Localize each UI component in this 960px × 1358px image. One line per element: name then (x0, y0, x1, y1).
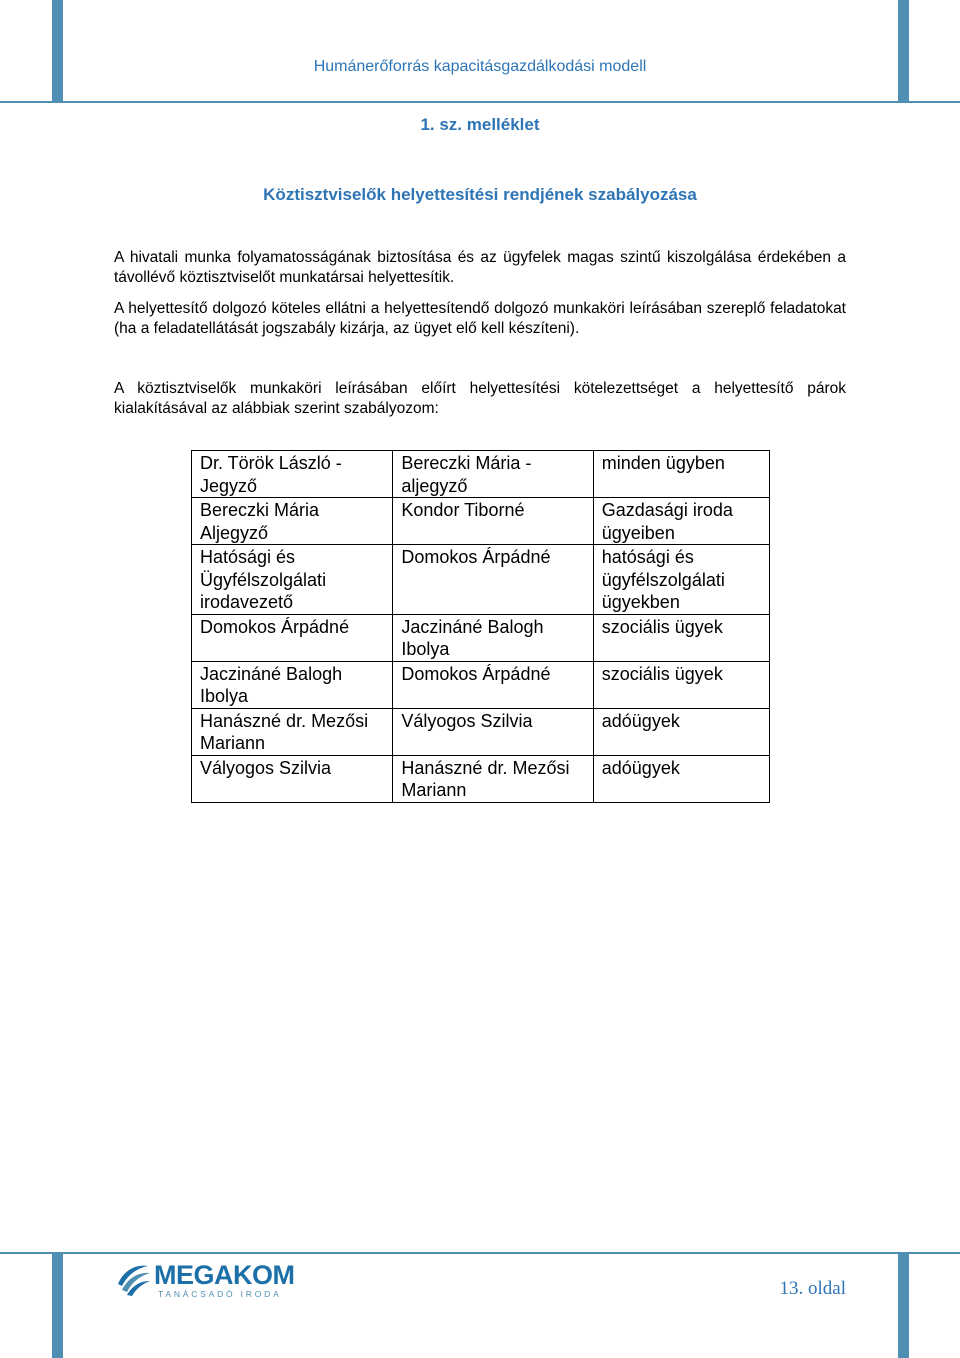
table-row (192, 451, 770, 498)
table-cell-scope: minden ügyben (593, 451, 769, 498)
table-row (192, 755, 770, 802)
header-rule (0, 101, 960, 103)
table-cell-scope: adóügyek (593, 755, 769, 802)
table-cell-employee: Vályogos Szilvia (192, 755, 393, 802)
table-cell-employee: Jaczináné Balogh Ibolya (192, 661, 393, 708)
table-row (192, 614, 770, 661)
megakom-logo-mark-icon (114, 1260, 152, 1298)
table-cell-employee: Hatósági és Ügyfélszolgálati irodavezető (192, 545, 393, 615)
header-right-bar (898, 0, 909, 103)
table-cell-substitute: Domokos Árpádné (393, 545, 593, 615)
page-number: 13. oldal (779, 1278, 846, 1299)
substitution-table (191, 450, 770, 803)
document-title: Köztisztviselők helyettesítési rendjének szabályozása (263, 185, 697, 204)
footer-left-bar (52, 1252, 63, 1358)
table-cell-employee: Domokos Árpádné (192, 614, 393, 661)
table-cell-substitute: Kondor Tiborné (393, 498, 593, 545)
table-cell-scope: szociális ügyek (593, 661, 769, 708)
table-cell-substitute: Jaczináné Balogh Ibolya (393, 614, 593, 661)
paragraph-2: A helyettesítő dolgozó köteles ellátni a helyettesítendő dolgozó munkaköri leírásában szereplő feladatokat (ha a feladatellátását jogszabály kizárja, az ügyet elő kell készíteni). (114, 300, 846, 337)
table-row (192, 545, 770, 615)
header-title: Humánerőforrás kapacitásgazdálkodási modell (313, 58, 647, 75)
footer-right-bar (898, 1252, 909, 1358)
table-cell-scope: adóügyek (593, 708, 769, 755)
annex-label: 1. sz. melléklet (420, 115, 540, 134)
table-cell-scope: Gazdasági iroda ügyeiben (593, 498, 769, 545)
logo-name: MEGAKOM (154, 1260, 295, 1290)
table-cell-employee: Bereczki Mária Aljegyző (192, 498, 393, 545)
table-cell-scope: hatósági és ügyfélszolgálati ügyekben (593, 545, 769, 615)
table-row (192, 498, 770, 545)
logo-subtitle: TANÁCSADÓ IRODA (158, 1289, 282, 1299)
footer-rule (0, 1252, 960, 1254)
table-cell-employee: Hanászné dr. Mezősi Mariann (192, 708, 393, 755)
table-cell-substitute: Hanászné dr. Mezősi Mariann (393, 755, 593, 802)
paragraph-1: A hivatali munka folyamatosságának biztosítása és az ügyfelek magas szintű kiszolgálása érdekében a távollévő köztisztviselőt munkatársai helyettesítik. (114, 249, 846, 286)
table-cell-scope: szociális ügyek (593, 614, 769, 661)
table-cell-substitute: Bereczki Mária - aljegyző (393, 451, 593, 498)
table-cell-employee: Dr. Török László - Jegyző (192, 451, 393, 498)
header-left-bar (52, 0, 63, 103)
table-row (192, 661, 770, 708)
table-cell-substitute: Domokos Árpádné (393, 661, 593, 708)
paragraph-3: A köztisztviselők munkaköri leírásában előírt helyettesítési kötelezettséget a helyettesítő párok kialakításával az alábbiak szerint szabályozom: (114, 380, 846, 417)
table-row (192, 708, 770, 755)
table-cell-substitute: Vályogos Szilvia (393, 708, 593, 755)
megakom-logo (114, 1258, 295, 1303)
